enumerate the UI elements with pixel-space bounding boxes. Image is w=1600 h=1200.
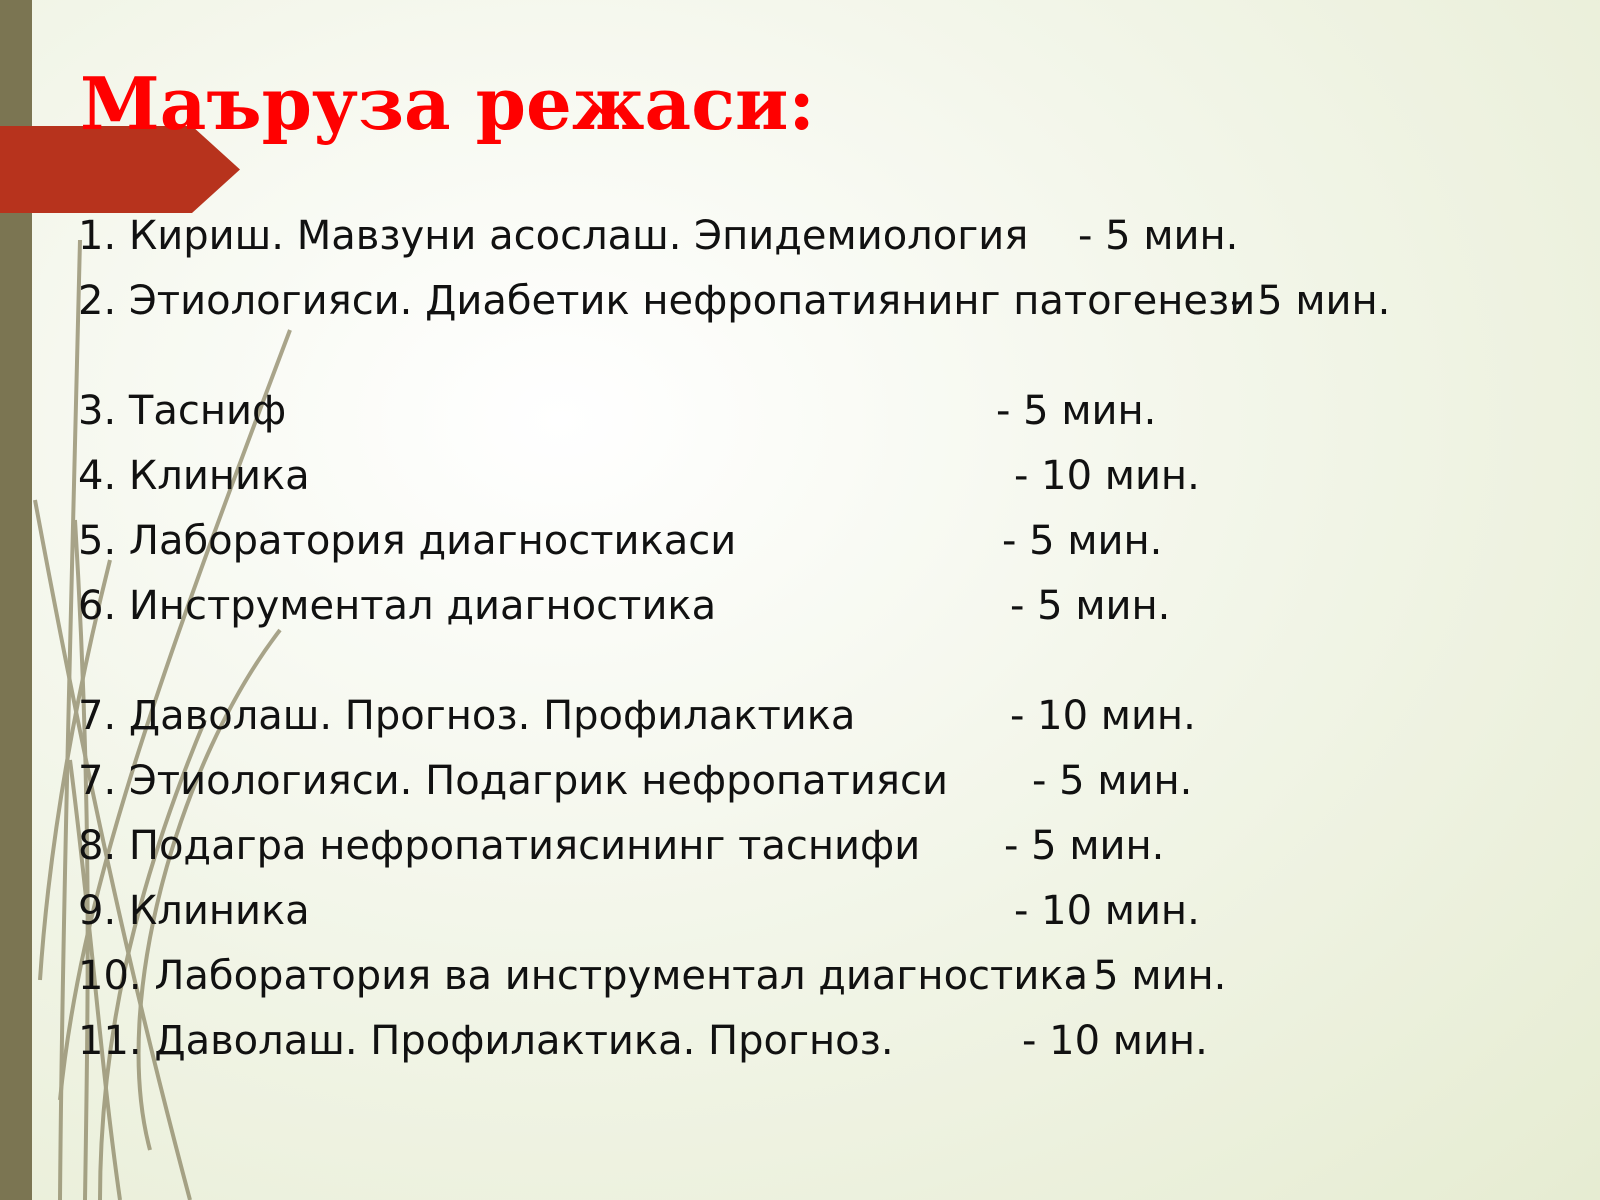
agenda-item: [0, 688, 1600, 744]
agenda-item-time: - 10 мин.: [1010, 693, 1196, 739]
agenda-item-text: 9. Клиника: [78, 888, 310, 934]
agenda-item-text: 1. Кириш. Мавзуни асослаш. Эпидемиология: [78, 213, 1029, 259]
agenda-item-text: 2. Этиологияси. Диабетик нефропатиянинг патогенези: [78, 278, 1256, 324]
agenda-item-time: - 5 мин.: [1032, 758, 1193, 804]
agenda-item-text: 4. Клиника: [78, 453, 310, 499]
agenda-item-time: - 5 мин.: [1004, 823, 1165, 869]
agenda-item: [0, 883, 1600, 939]
agenda-item: [0, 273, 1600, 329]
agenda-item: [0, 578, 1600, 634]
agenda-item-time: - 5 мин.: [996, 388, 1157, 434]
agenda-item-text: 7. Этиологияси. Подагрик нефропатияси: [78, 758, 948, 804]
agenda-item-time: - 5 мин.: [1002, 518, 1163, 564]
agenda-item: [0, 1013, 1600, 1069]
agenda-item-text: 5. Лаборатория диагностикаси: [78, 518, 737, 564]
agenda-item: [0, 513, 1600, 569]
agenda-item-time: - 10 мин.: [1014, 888, 1200, 934]
agenda-item-time: - 5 мин.: [1010, 583, 1171, 629]
agenda-item-time: - 5 мин.: [1230, 278, 1391, 324]
agenda-item-time: - 5 мин.: [1078, 213, 1239, 259]
agenda-item: [0, 448, 1600, 504]
agenda-item-text: 3. Тасниф: [78, 388, 287, 434]
agenda-item-text: 8. Подагра нефропатиясининг таснифи: [78, 823, 921, 869]
agenda-item: [0, 948, 1600, 1004]
slide-title: Маъруза режаси:: [80, 61, 816, 146]
agenda-item-time: - 10 мин.: [1022, 1018, 1208, 1064]
agenda-item-text: 10. Лаборатория ва инструментал диагностика: [78, 953, 1088, 999]
agenda-item-time: - 5 мин.: [1066, 953, 1227, 999]
agenda-item-text: 6. Инструментал диагностика: [78, 583, 717, 629]
agenda-item: [0, 818, 1600, 874]
agenda-item-time: - 10 мин.: [1014, 453, 1200, 499]
agenda-item-text: 7. Даволаш. Прогноз. Профилактика: [78, 693, 856, 739]
agenda-item: [0, 208, 1600, 264]
agenda-item-text: 11. Даволаш. Профилактика. Прогноз.: [78, 1018, 894, 1064]
agenda-item: [0, 753, 1600, 809]
agenda-item: [0, 383, 1600, 439]
